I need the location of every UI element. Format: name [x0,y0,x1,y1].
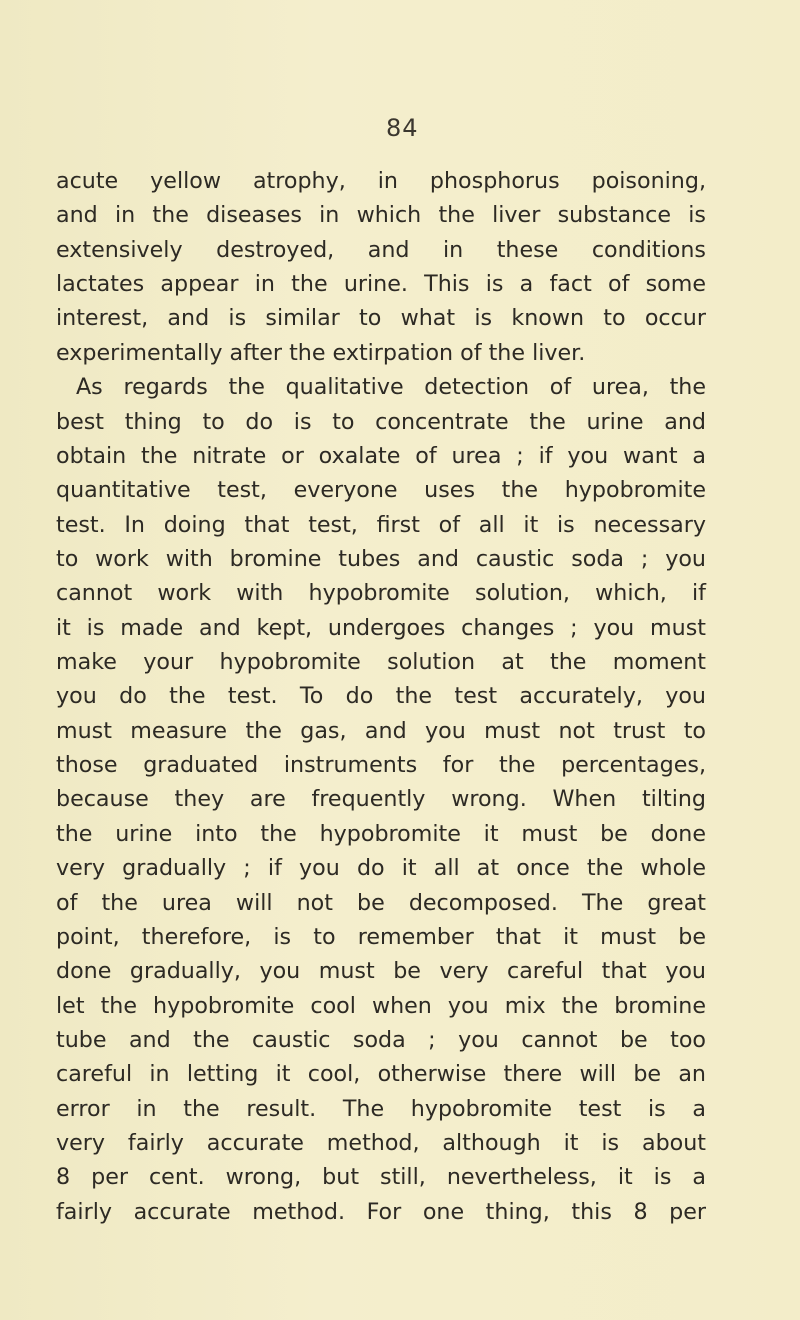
text-line: of the urea will not be decomposed. The great [56,889,706,916]
text-line: interest, and is similar to what is known to occur [56,305,706,332]
text-line: careful in letting it cool, otherwise there will be an [56,1061,706,1088]
text-line: let the hypobromite cool when you mix the bromine [56,992,706,1019]
text-line: fairly accurate method. For one thing, this 8 per [56,1198,706,1225]
text-line: experimentally after the extirpation of the liver. [56,339,586,366]
text-line: lactates appear in the urine. This is a fact of some [56,271,706,298]
text-line: to work with bromine tubes and caustic soda ; you [56,545,706,572]
text-line: cannot work with hypobromite solution, which, if [56,580,706,607]
page-number: 84 [386,114,419,142]
text-line: very fairly accurate method, although it is about [56,1130,706,1157]
text-line: because they are frequently wrong. When tilting [56,786,706,813]
text-line: best thing to do is to concentrate the urine and [56,408,706,435]
text-line: must measure the gas, and you must not trust to [56,717,706,744]
text-line: those graduated instruments for the percentages, [56,752,706,779]
text-line: 8 per cent. wrong, but still, nevertheless, it is a [56,1164,706,1191]
text-line: the urine into the hypobromite it must be done [56,820,706,847]
text-line: point, therefore, is to remember that it must be [56,923,706,950]
text-line: and in the diseases in which the liver substance is [56,202,706,229]
text-line: As regards the qualitative detection of urea, the [76,374,706,401]
text-line: you do the test. To do the test accurately, you [56,683,706,710]
text-line: very gradually ; if you do it all at once the whole [56,855,706,882]
text-line: test. In doing that test, first of all it is necessary [56,511,706,538]
text-line: acute yellow atrophy, in phosphorus poisoning, [56,168,706,194]
text-line: tube and the caustic soda ; you cannot be too [56,1026,706,1053]
body-text [56,164,706,1229]
text-line: make your hypobromite solution at the moment [56,649,706,676]
text-line: done gradually, you must be very careful that you [56,958,706,985]
text-line: extensively destroyed, and in these conditions [56,236,706,263]
text-line: obtain the nitrate or oxalate of urea ; if you want a [56,442,706,469]
text-line: it is made and kept, undergoes changes ; you must [56,614,706,641]
text-line: error in the result. The hypobromite test is a [56,1095,706,1122]
text-line: quantitative test, everyone uses the hypobromite [56,477,706,504]
